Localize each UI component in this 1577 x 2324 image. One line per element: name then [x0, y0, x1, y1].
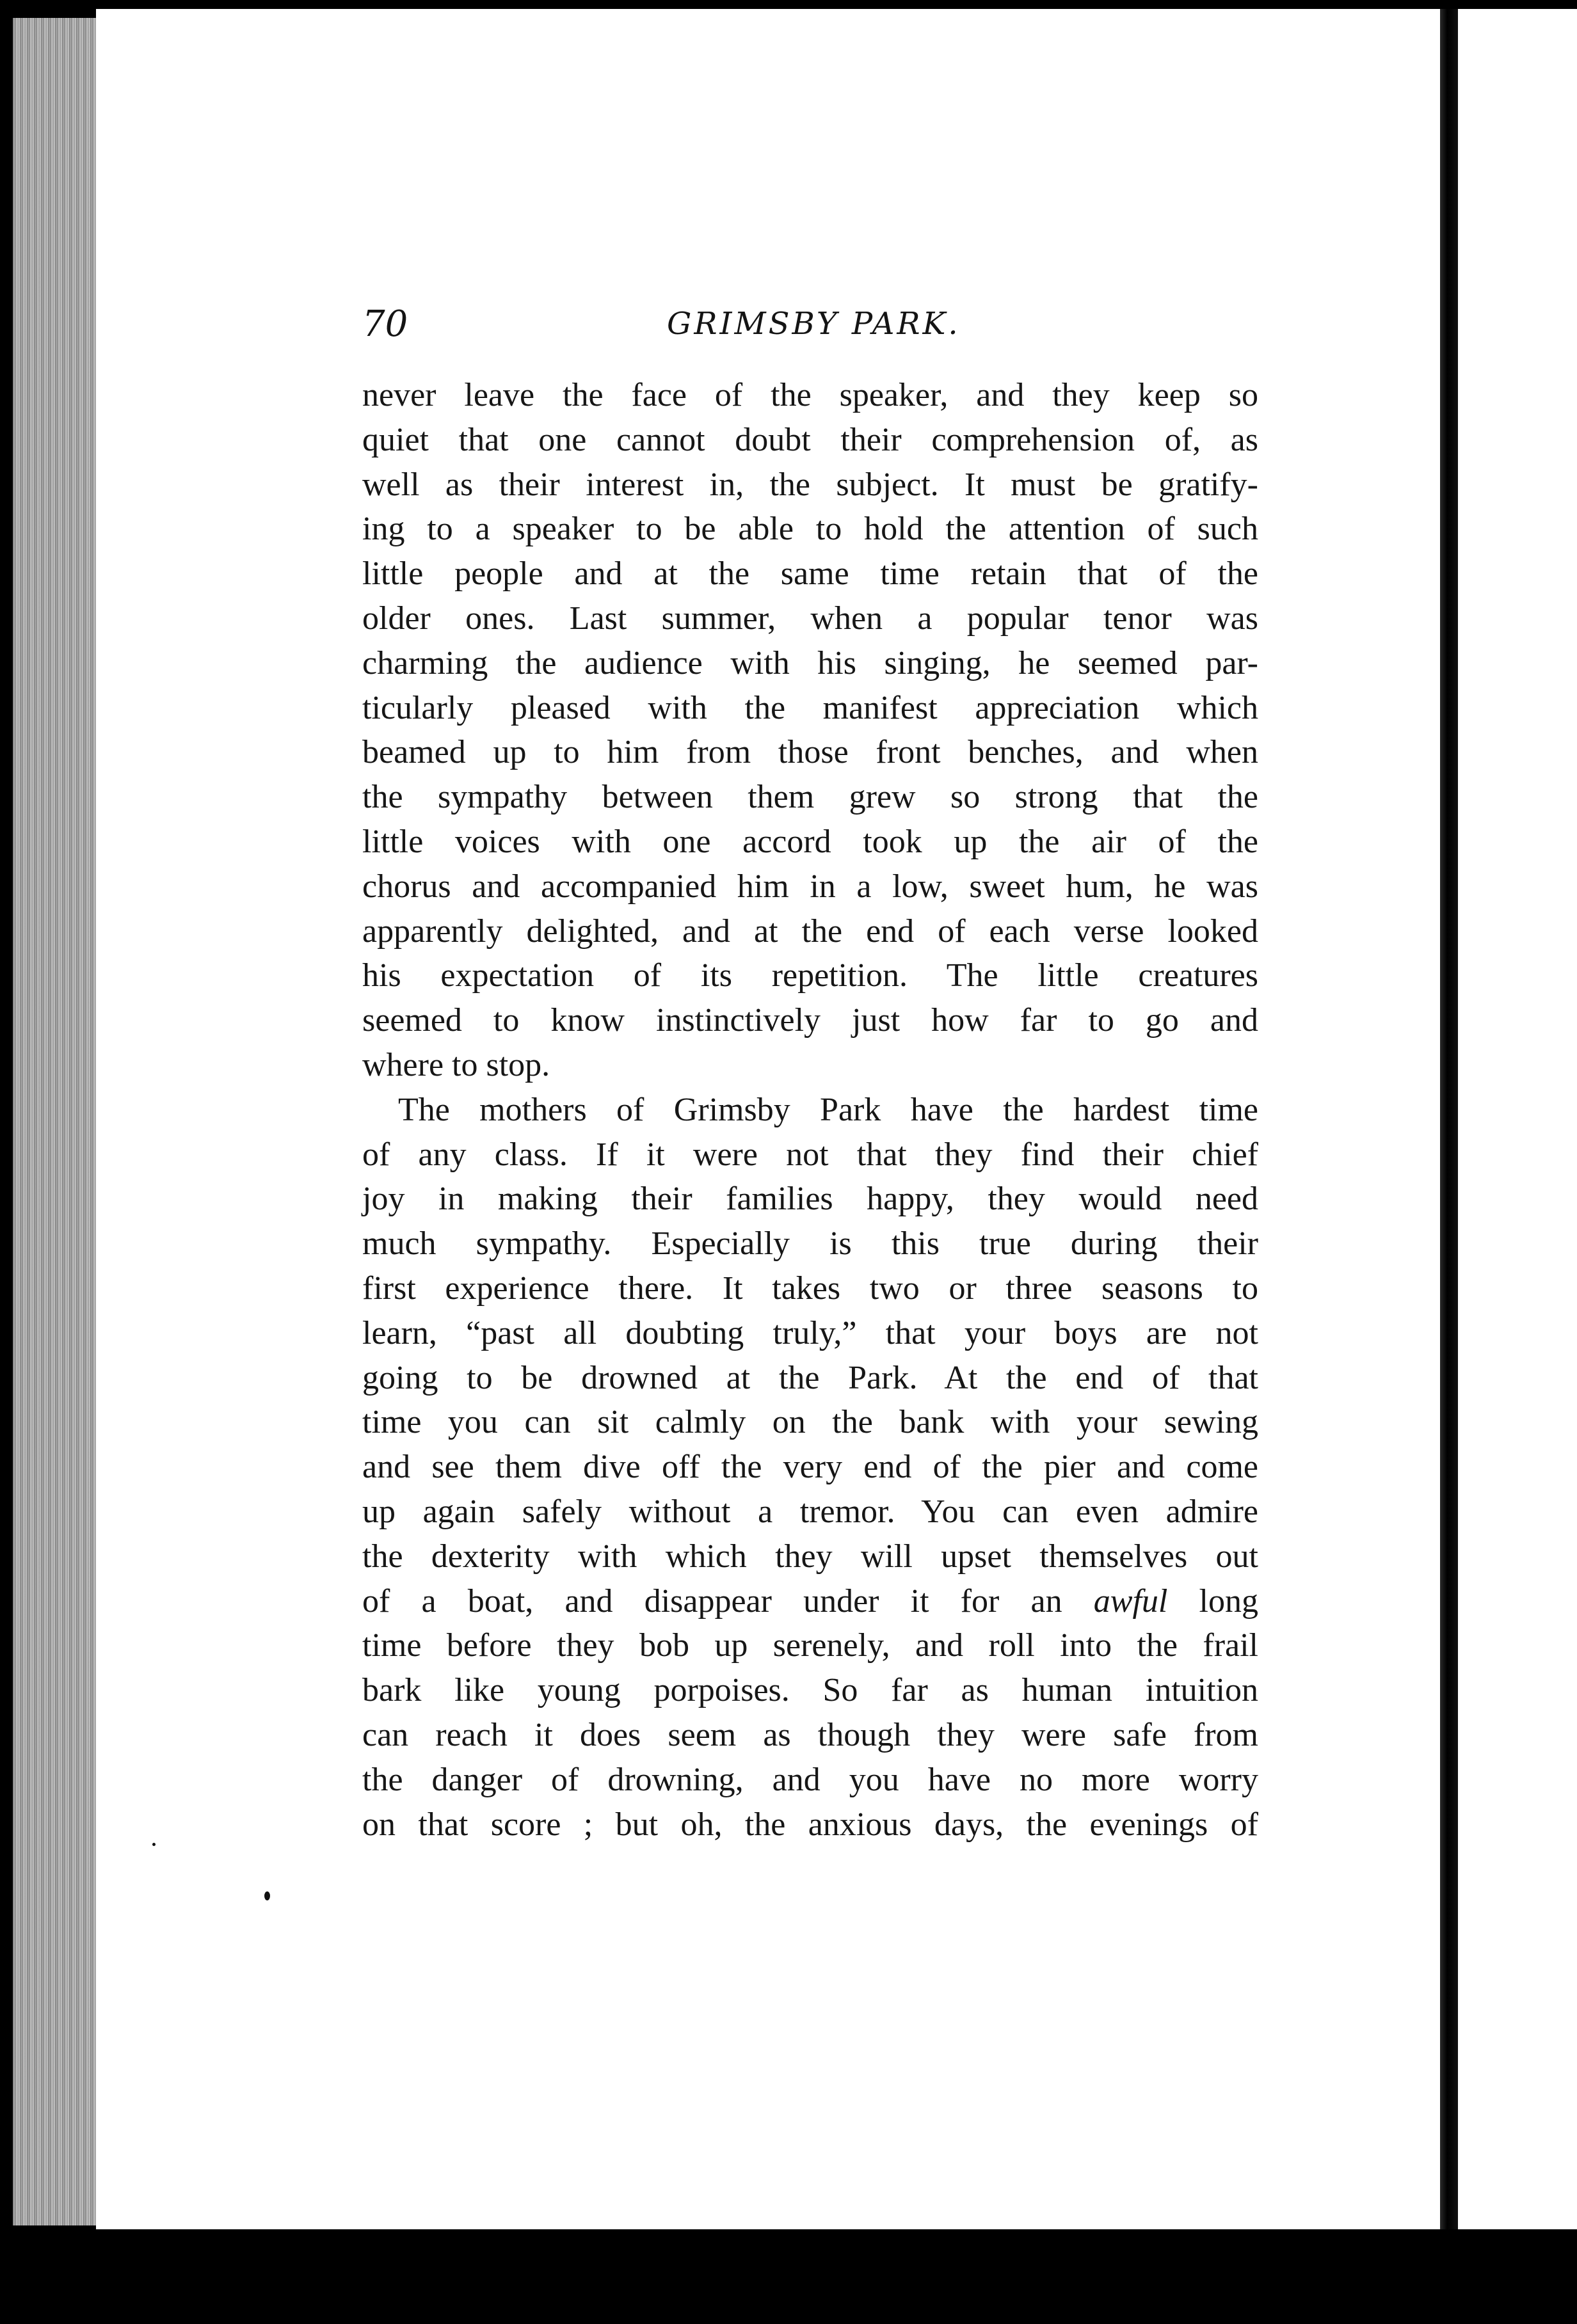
text-line: and see them dive off the very end of the pier and come: [362, 1449, 1258, 1486]
text-line: on that score ; but oh, the anxious days, the evenings of: [362, 1806, 1258, 1843]
text-line: older ones. Last summer, when a popular tenor was: [362, 600, 1258, 637]
text-line: quiet that one cannot doubt their comprehension of, as: [362, 421, 1258, 458]
right-page-edge: [1458, 9, 1577, 2229]
text-line: never leave the face of the speaker, and they keep so: [362, 377, 1258, 413]
text-line: seemed to know instinctively just how far to go and: [362, 1002, 1258, 1039]
italic-word: awful: [1093, 1582, 1168, 1620]
paragraph-2: [362, 1088, 1258, 1847]
text-line: ticularly pleased with the manifest appreciation which: [362, 689, 1258, 726]
text-line-with-italic: [362, 1579, 1258, 1624]
text-line: can reach it does seem as though they were safe from: [362, 1716, 1258, 1753]
text-line: where to stop.: [362, 1046, 550, 1083]
text-line: up again safely without a tremor. You can even admire: [362, 1493, 1258, 1530]
text-line: the danger of drowning, and you have no more worry: [362, 1761, 1258, 1798]
book-page-edges: [13, 18, 109, 2225]
text-line: charming the audience with his singing, he seemed par-: [362, 644, 1258, 681]
text-line: his expectation of its repetition. The little creatures: [362, 957, 1258, 994]
text-line: The mothers of Grimsby Park have the hardest time: [398, 1091, 1258, 1128]
body-text: [362, 373, 1258, 1847]
text-line: little voices with one accord took up the air of the: [362, 823, 1258, 860]
text-line: going to be drowned at the Park. At the end of that: [362, 1359, 1258, 1396]
text-line: ing to a speaker to be able to hold the attention of such: [362, 511, 1258, 548]
text-line: the sympathy between them grew so strong that the: [362, 779, 1258, 816]
page-number: 70: [362, 303, 408, 345]
text-line: joy in making their families happy, they would need: [362, 1181, 1258, 1218]
text-line: of any class. If it were not that they find their chief: [362, 1136, 1258, 1173]
text-line: little people and at the same time retain that of the: [362, 555, 1258, 593]
running-head: [362, 301, 1258, 352]
dust-speck: [264, 1891, 270, 1900]
text-line: first experience there. It takes two or three seasons to: [362, 1269, 1258, 1307]
text-run: long: [1167, 1582, 1258, 1620]
text-line: beamed up to him from those front benches, and when: [362, 734, 1258, 771]
text-line: well as their interest in, the subject. It must be gratify-: [362, 466, 1258, 503]
text-run: of a boat, and disappear under it for an: [362, 1582, 1094, 1620]
text-line: time you can sit calmly on the bank with your sewing: [362, 1404, 1258, 1441]
text-line: much sympathy. Especially is this true during their: [362, 1225, 1258, 1262]
gutter-shadow: [1440, 9, 1458, 2229]
dust-speck: [152, 1843, 156, 1846]
text-line: apparently delighted, and at the end of each verse looked: [362, 912, 1258, 950]
text-line: learn, “past all doubting truly,” that your boys are not: [362, 1314, 1258, 1351]
running-title: GRIMSBY PARK.: [667, 306, 961, 342]
text-line: time before they bob up serenely, and roll into the frail: [362, 1627, 1258, 1664]
text-line: bark like young porpoises. So far as human intuition: [362, 1672, 1258, 1709]
text-line: the dexterity with which they will upset themselves out: [362, 1538, 1258, 1575]
text-line: chorus and accompanied him in a low, sweet hum, he was: [362, 868, 1258, 905]
paragraph-1: [362, 373, 1258, 1088]
